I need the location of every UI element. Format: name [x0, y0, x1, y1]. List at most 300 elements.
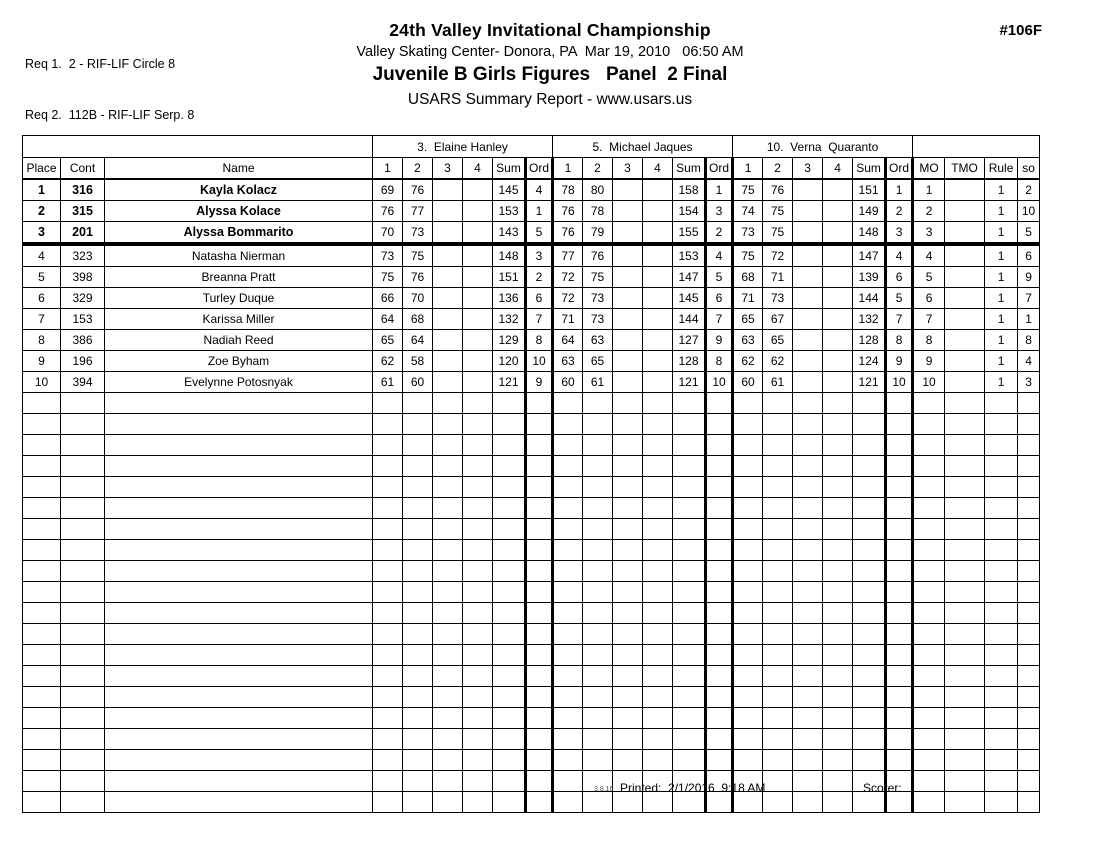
- cell-name: [105, 582, 373, 603]
- cell-score: 76: [763, 179, 793, 201]
- cell-score: [433, 750, 463, 771]
- cell-tmo: [945, 750, 985, 771]
- cell-ord: 10: [706, 372, 733, 393]
- cell-score: [403, 708, 433, 729]
- cell-score: [733, 624, 763, 645]
- cell-ord: 10: [526, 351, 553, 372]
- table-row: [23, 372, 1040, 393]
- cell-score: [373, 393, 403, 414]
- cell-place: [23, 498, 61, 519]
- cell-score: [433, 561, 463, 582]
- cell-score: [823, 351, 853, 372]
- cell-score: [553, 519, 583, 540]
- cell-score: [643, 666, 673, 687]
- empty-row: [23, 498, 1040, 519]
- cell-score: [643, 435, 673, 456]
- cell-score: [493, 414, 526, 435]
- cell-score: [793, 309, 823, 330]
- cell-score: [793, 351, 823, 372]
- cell-score: [613, 729, 643, 750]
- cell-ord: [886, 435, 913, 456]
- cell-score: [793, 603, 823, 624]
- cell-ord: [706, 477, 733, 498]
- cell-score: 75: [733, 179, 763, 201]
- cell-ord: 1: [526, 201, 553, 222]
- cell-score: [733, 393, 763, 414]
- cell-cont: [61, 624, 105, 645]
- cell-score: [673, 498, 706, 519]
- cell-sum: 143: [493, 222, 526, 245]
- cell-score: [583, 435, 613, 456]
- cell-score: [853, 456, 886, 477]
- cell-score: [433, 498, 463, 519]
- cell-score: [853, 393, 886, 414]
- cell-place: [23, 540, 61, 561]
- cell-score: 75: [373, 267, 403, 288]
- cell-score: [373, 435, 403, 456]
- cell-score: [613, 456, 643, 477]
- event-title: Juvenile B Girls Figures Panel 2 Final: [372, 64, 728, 85]
- cell-score: [823, 222, 853, 245]
- cell-sum: 121: [853, 372, 886, 393]
- cell-score: [493, 708, 526, 729]
- cell-rule: [985, 708, 1018, 729]
- cell-score: [613, 414, 643, 435]
- cell-score: [823, 477, 853, 498]
- cell-so: 2: [1018, 179, 1040, 201]
- cell-name: [105, 792, 373, 813]
- cell-score: [463, 456, 493, 477]
- cell-rule: [985, 477, 1018, 498]
- cell-score: [493, 603, 526, 624]
- cell-score: 64: [373, 309, 403, 330]
- cell-mo: [913, 519, 945, 540]
- judge-header: 3. Elaine Hanley: [373, 136, 553, 158]
- cell-ord: 4: [706, 244, 733, 267]
- cell-ord: [706, 729, 733, 750]
- cell-ord: 8: [526, 330, 553, 351]
- cell-score: [493, 498, 526, 519]
- cell-so: 9: [1018, 267, 1040, 288]
- cell-sum: 144: [673, 309, 706, 330]
- cell-cont: [61, 519, 105, 540]
- cell-score: [463, 393, 493, 414]
- cell-score: [763, 792, 793, 813]
- cell-score: [463, 477, 493, 498]
- cell-score: [433, 414, 463, 435]
- cell-cont: 329: [61, 288, 105, 309]
- cell-score: 75: [763, 201, 793, 222]
- cell-ord: [706, 603, 733, 624]
- cell-score: [673, 603, 706, 624]
- cell-sum: 147: [673, 267, 706, 288]
- cell-sum: 128: [673, 351, 706, 372]
- cell-name: [105, 708, 373, 729]
- cell-name: [105, 750, 373, 771]
- cell-score: 75: [583, 267, 613, 288]
- cell-score: [433, 540, 463, 561]
- empty-row: [23, 414, 1040, 435]
- empty-row: [23, 687, 1040, 708]
- cell-score: [463, 603, 493, 624]
- col-header-rule: Rule: [985, 158, 1018, 180]
- cell-ord: [706, 456, 733, 477]
- cell-score: [643, 519, 673, 540]
- cell-score: [433, 179, 463, 201]
- cell-score: 72: [553, 288, 583, 309]
- cell-score: [763, 498, 793, 519]
- cell-rule: [985, 687, 1018, 708]
- cell-score: [823, 729, 853, 750]
- cell-tmo: [945, 708, 985, 729]
- cell-place: [23, 561, 61, 582]
- empty-row: [23, 540, 1040, 561]
- cell-score: 62: [763, 351, 793, 372]
- cell-tmo: [945, 666, 985, 687]
- cell-rule: 1: [985, 309, 1018, 330]
- cell-score: [433, 222, 463, 245]
- cell-so: 5: [1018, 222, 1040, 245]
- cell-so: [1018, 750, 1040, 771]
- cell-score: [583, 624, 613, 645]
- col-header-3: 3: [793, 158, 823, 180]
- cell-score: [643, 244, 673, 267]
- cell-tmo: [945, 201, 985, 222]
- cell-score: [553, 414, 583, 435]
- cell-score: [403, 477, 433, 498]
- cell-score: [583, 519, 613, 540]
- cell-score: [373, 519, 403, 540]
- cell-score: [733, 603, 763, 624]
- cell-ord: [886, 477, 913, 498]
- cell-cont: 196: [61, 351, 105, 372]
- cell-so: 10: [1018, 201, 1040, 222]
- cell-cont: [61, 561, 105, 582]
- cell-cont: 323: [61, 244, 105, 267]
- cell-score: [793, 687, 823, 708]
- cell-score: [673, 750, 706, 771]
- cell-ord: [526, 477, 553, 498]
- cell-score: [853, 729, 886, 750]
- cell-rule: [985, 456, 1018, 477]
- cell-score: [763, 456, 793, 477]
- cell-so: [1018, 519, 1040, 540]
- cell-score: [493, 519, 526, 540]
- empty-row: [23, 624, 1040, 645]
- cell-score: [763, 477, 793, 498]
- cell-score: [463, 267, 493, 288]
- cell-cont: [61, 750, 105, 771]
- cell-sum: 153: [493, 201, 526, 222]
- cell-name: [105, 393, 373, 414]
- cell-score: 73: [583, 309, 613, 330]
- cell-score: [763, 393, 793, 414]
- cell-rule: [985, 771, 1018, 792]
- col-header-4: 4: [823, 158, 853, 180]
- cell-place: [23, 477, 61, 498]
- cell-score: [373, 624, 403, 645]
- cell-ord: [526, 393, 553, 414]
- empty-row: [23, 582, 1040, 603]
- cell-score: [463, 666, 493, 687]
- cell-score: [643, 498, 673, 519]
- cell-so: [1018, 582, 1040, 603]
- cell-place: [23, 414, 61, 435]
- cell-score: [433, 456, 463, 477]
- report-type-line: USARS Summary Report - www.usars.us: [407, 91, 693, 108]
- cell-score: [643, 603, 673, 624]
- cell-score: [433, 267, 463, 288]
- cell-score: [613, 687, 643, 708]
- cell-score: [373, 792, 403, 813]
- cell-sum: 121: [673, 372, 706, 393]
- cell-score: [553, 498, 583, 519]
- cell-score: [403, 603, 433, 624]
- cell-ord: [706, 498, 733, 519]
- cell-score: [553, 729, 583, 750]
- cell-score: [463, 750, 493, 771]
- cell-ord: [526, 498, 553, 519]
- req-line-1: Req 1. 2 - RIF-LIF Circle 8: [25, 57, 176, 71]
- col-header-ord: Ord: [526, 158, 553, 180]
- doc-number: #106F: [999, 22, 1042, 39]
- cell-score: [553, 666, 583, 687]
- cell-score: [553, 582, 583, 603]
- cell-score: [433, 771, 463, 792]
- cell-score: [373, 729, 403, 750]
- cell-so: [1018, 477, 1040, 498]
- cell-ord: 5: [706, 267, 733, 288]
- cell-tmo: [945, 435, 985, 456]
- col-header-1: 1: [733, 158, 763, 180]
- cell-name: [105, 456, 373, 477]
- cell-rule: 1: [985, 351, 1018, 372]
- cell-score: [583, 729, 613, 750]
- cell-score: [403, 666, 433, 687]
- cell-score: [793, 645, 823, 666]
- cell-score: [763, 687, 793, 708]
- cell-score: [583, 393, 613, 414]
- cell-score: [463, 708, 493, 729]
- cell-tmo: [945, 729, 985, 750]
- cell-score: [763, 414, 793, 435]
- cell-score: [553, 771, 583, 792]
- cell-ord: 9: [886, 351, 913, 372]
- cell-ord: [706, 624, 733, 645]
- cell-score: [853, 624, 886, 645]
- cell-ord: 8: [706, 351, 733, 372]
- cell-score: [433, 435, 463, 456]
- cell-cont: 201: [61, 222, 105, 245]
- cell-score: [463, 729, 493, 750]
- cell-score: [583, 561, 613, 582]
- cell-ord: [526, 414, 553, 435]
- cell-place: 8: [23, 330, 61, 351]
- cell-ord: [526, 582, 553, 603]
- cell-score: [853, 582, 886, 603]
- cell-score: [673, 456, 706, 477]
- cell-rule: [985, 792, 1018, 813]
- cell-score: [463, 222, 493, 245]
- cell-ord: 9: [526, 372, 553, 393]
- cell-score: [613, 267, 643, 288]
- cell-so: 4: [1018, 351, 1040, 372]
- cell-score: [823, 540, 853, 561]
- cell-ord: 2: [706, 222, 733, 245]
- col-header-2: 2: [403, 158, 433, 180]
- cell-mo: [913, 393, 945, 414]
- col-header-4: 4: [463, 158, 493, 180]
- cell-score: [493, 540, 526, 561]
- cell-score: [853, 519, 886, 540]
- cell-score: [793, 582, 823, 603]
- cell-score: [853, 477, 886, 498]
- cell-sum: 128: [853, 330, 886, 351]
- col-header-1: 1: [553, 158, 583, 180]
- cell-ord: [526, 603, 553, 624]
- cell-ord: [706, 750, 733, 771]
- cell-ord: [526, 750, 553, 771]
- col-header-so: so: [1018, 158, 1040, 180]
- band-spacer-right: [913, 136, 1040, 158]
- cell-so: [1018, 456, 1040, 477]
- cell-cont: 153: [61, 309, 105, 330]
- cell-score: [613, 201, 643, 222]
- cell-score: [673, 519, 706, 540]
- cell-score: [463, 435, 493, 456]
- cell-score: 76: [403, 179, 433, 201]
- cell-mo: [913, 792, 945, 813]
- cell-mo: [913, 603, 945, 624]
- cell-tmo: [945, 456, 985, 477]
- cell-score: [733, 519, 763, 540]
- cell-score: [643, 687, 673, 708]
- cell-score: [763, 540, 793, 561]
- cell-so: 8: [1018, 330, 1040, 351]
- cell-score: [613, 561, 643, 582]
- cell-rule: [985, 540, 1018, 561]
- cell-ord: [886, 582, 913, 603]
- cell-place: 7: [23, 309, 61, 330]
- cell-score: [553, 750, 583, 771]
- cell-score: [463, 330, 493, 351]
- cell-name: [105, 624, 373, 645]
- cell-score: [433, 792, 463, 813]
- cell-score: 73: [403, 222, 433, 245]
- cell-score: [733, 729, 763, 750]
- cell-mo: [913, 456, 945, 477]
- cell-score: [463, 687, 493, 708]
- cell-score: 62: [373, 351, 403, 372]
- cell-score: 58: [403, 351, 433, 372]
- cell-mo: [913, 645, 945, 666]
- col-header-4: 4: [643, 158, 673, 180]
- empty-row: [23, 519, 1040, 540]
- cell-score: [613, 372, 643, 393]
- cell-so: [1018, 393, 1040, 414]
- cell-score: [643, 750, 673, 771]
- cell-place: 9: [23, 351, 61, 372]
- cell-sum: 145: [493, 179, 526, 201]
- cell-place: [23, 708, 61, 729]
- column-header-row: [23, 158, 1040, 180]
- cell-sum: 121: [493, 372, 526, 393]
- cell-tmo: [945, 477, 985, 498]
- cell-score: [463, 351, 493, 372]
- cell-score: [463, 792, 493, 813]
- table-row: [23, 244, 1040, 267]
- cell-ord: 8: [886, 330, 913, 351]
- cell-so: [1018, 687, 1040, 708]
- cell-ord: [886, 393, 913, 414]
- cell-score: [853, 645, 886, 666]
- cell-score: 72: [763, 244, 793, 267]
- cell-score: [673, 687, 706, 708]
- cell-ord: 7: [886, 309, 913, 330]
- cell-score: [763, 750, 793, 771]
- cell-score: [733, 414, 763, 435]
- cell-score: [793, 729, 823, 750]
- cell-score: [583, 456, 613, 477]
- empty-row: [23, 435, 1040, 456]
- cell-score: [793, 498, 823, 519]
- cell-so: 7: [1018, 288, 1040, 309]
- cell-name: Karissa Miller: [105, 309, 373, 330]
- cell-sum: 136: [493, 288, 526, 309]
- cell-score: 73: [763, 288, 793, 309]
- cell-score: [403, 435, 433, 456]
- cell-score: 66: [373, 288, 403, 309]
- cell-score: [673, 582, 706, 603]
- cell-score: [373, 687, 403, 708]
- venue-date-line: Valley Skating Center- Donora, PA Mar 19, 2010 06:50 AM: [356, 44, 744, 60]
- cell-mo: 3: [913, 222, 945, 245]
- cell-ord: [706, 435, 733, 456]
- cell-place: [23, 603, 61, 624]
- cell-mo: 7: [913, 309, 945, 330]
- cell-score: [673, 477, 706, 498]
- cell-cont: [61, 792, 105, 813]
- cell-score: [463, 561, 493, 582]
- cell-tmo: [945, 244, 985, 267]
- cell-score: [823, 519, 853, 540]
- cell-score: [763, 582, 793, 603]
- cell-score: [763, 561, 793, 582]
- cell-rule: 1: [985, 222, 1018, 245]
- cell-score: [373, 750, 403, 771]
- cell-score: [643, 179, 673, 201]
- cell-score: [733, 435, 763, 456]
- cell-mo: [913, 708, 945, 729]
- cell-ord: 4: [526, 179, 553, 201]
- results-table: [22, 135, 1040, 813]
- cell-score: 60: [553, 372, 583, 393]
- cell-cont: [61, 498, 105, 519]
- cell-ord: 7: [526, 309, 553, 330]
- cell-score: [643, 351, 673, 372]
- cell-score: [823, 624, 853, 645]
- cell-ord: [886, 708, 913, 729]
- cell-score: 70: [373, 222, 403, 245]
- cell-score: [793, 288, 823, 309]
- table-row: [23, 330, 1040, 351]
- cell-score: [823, 687, 853, 708]
- col-header-name: Name: [105, 158, 373, 180]
- cell-score: [373, 561, 403, 582]
- cell-score: [643, 582, 673, 603]
- cell-score: [853, 540, 886, 561]
- cell-rule: 1: [985, 372, 1018, 393]
